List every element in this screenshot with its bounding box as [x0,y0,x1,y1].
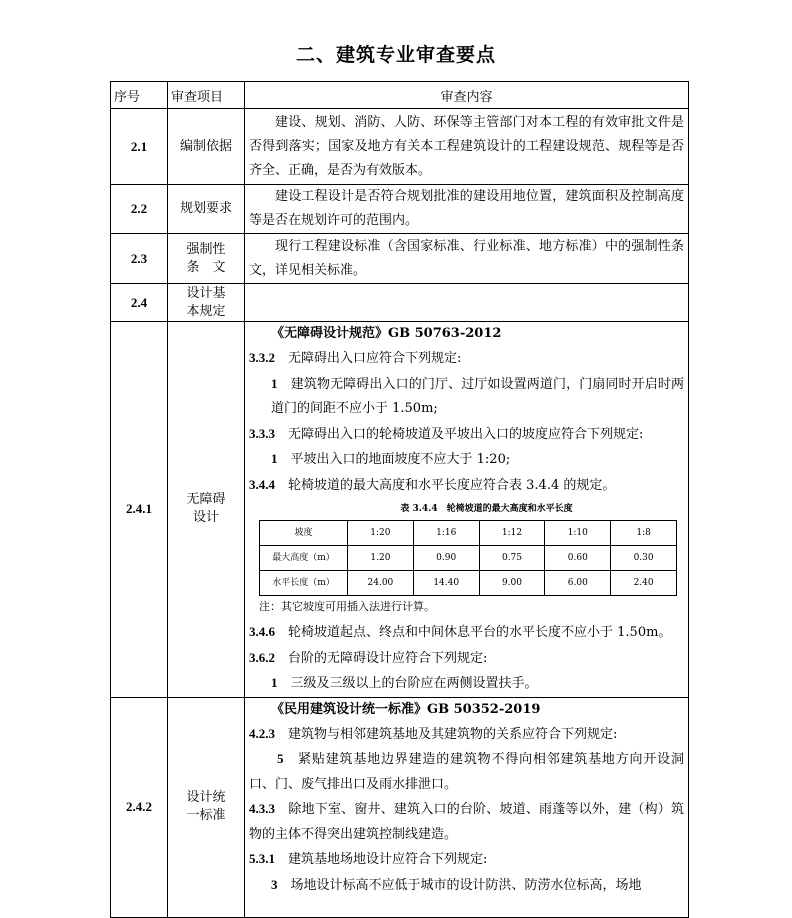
clause [249,847,684,873]
clause-number: 3.3.3 [249,425,275,441]
row-item-line: 强制性 [186,241,226,257]
table-header-row [111,82,689,109]
table-row [111,284,689,322]
clause-number: 4.2.3 [249,725,275,741]
row-content [245,322,689,698]
clause-text: 无障碍出入口应符合下列规定: [288,351,462,366]
ramp-cell: 1:10 [545,521,611,546]
clause-number: 3.4.6 [249,624,275,639]
clause-item [249,372,684,422]
clause-item [249,747,684,797]
table-row [111,234,689,284]
row-item-line: 一标准 [186,808,226,823]
row-no: 2.2 [111,185,168,234]
ramp-cell: 1.20 [348,546,414,571]
row-item: 规划要求 [168,185,245,234]
ramp-cell: 1:8 [611,521,677,546]
row-item-line: 条 文 [186,259,226,275]
clause-text: 台阶的无障碍设计应符合下列规定: [288,650,488,666]
page-title: 二、建筑专业审查要点 [295,44,496,66]
row-no: 2.4 [111,284,168,322]
clause-item-text: 场地设计标高不应低于城市的设计防洪、防涝水位标高，场地 [290,877,642,893]
ramp-cell: 2.40 [611,571,677,596]
row-content: 建设、规划、消防、人防、环保等主管部门对本工程的有效审批文件是否得到落实；国家及地方有关本工程建筑设计的工程建设规范、规程等是否齐全、正确，是否为有效版本。 [245,109,689,185]
clause [249,797,684,847]
ramp-cell: 1:16 [413,521,479,546]
clause-number: 3.6.2 [249,649,275,665]
row-item-line: 设计 [192,510,219,526]
table-row [111,322,689,698]
standard-title: 《民用建筑设计统一标准》GB 50352-2019 [271,701,541,717]
standard-title: 《无障碍设计规范》GB 50763-2012 [271,326,502,341]
row-item: 编制依据 [168,109,245,185]
clause-text: 建筑物与相邻建筑基地及其建筑物的关系应符合下列规定: [288,726,618,742]
ramp-cell: 9.00 [479,571,545,596]
row-item-line: 设计统 [186,790,226,805]
ramp-row-label: 水平长度（m） [260,571,348,596]
ramp-cell: 0.75 [479,546,545,571]
ramp-table-title: 表 3.4.4 轮椅坡道的最大高度和水平长度 [400,504,573,514]
clause-item-text: 平坡出入口的地面坡度不应大于 1:20; [290,452,511,467]
ramp-table [259,520,677,596]
clause [249,473,684,499]
clause-item-number: 1 [271,375,278,391]
header-content: 审查内容 [245,82,689,109]
clause-item [249,671,684,697]
ramp-table-block [249,498,684,620]
clause-text: 无障碍出入口的轮椅坡道及平坡出入口的坡度应符合下列规定: [288,426,644,442]
clause [249,722,684,748]
clause-item-text: 建筑物无障碍出入口的门厅、过厅如设置两道门，门扇同时开启时两道门的间距不应小于 1.50m; [271,376,684,416]
table-row [111,109,689,185]
ramp-table-row [260,546,677,571]
clause-item-number: 3 [271,876,278,892]
clause-item [249,447,684,473]
ramp-cell: 1:12 [479,521,545,546]
ramp-cell: 0.90 [413,546,479,571]
clause-text: 轮椅坡道起点、终点和中间休息平台的水平长度不应小于 1.50m。 [288,625,672,640]
ramp-table-row [260,521,677,546]
clause-item-text: 紧贴建筑基地边界建造的建筑物不得向相邻建筑基地方向开设洞口、门、废气排出口及雨水排泄口。 [249,752,684,792]
clause-item-number: 1 [271,451,278,466]
header-item: 审查项目 [168,82,245,109]
ramp-cell: 6.00 [545,571,611,596]
clause-item-number: 1 [271,675,278,690]
clause [249,422,684,448]
row-no: 2.4.1 [111,322,168,698]
ramp-cell: 24.00 [348,571,414,596]
ramp-cell: 0.30 [611,546,677,571]
clause-number: 3.3.2 [249,350,275,365]
row-content [245,284,689,322]
clause-number: 4.3.3 [249,801,275,816]
clause-item-text: 三级及三级以上的台阶应在两侧设置扶手。 [290,676,538,691]
clause-text: 建筑基地场地设计应符合下列规定: [288,852,488,867]
clause-text: 除地下室、窗井、建筑入口的台阶、坡道、雨蓬等以外，建（构）筑物的主体不得突出建筑控制线建造。 [249,802,684,842]
row-content [245,697,689,917]
clause-number: 5.3.1 [249,851,275,866]
row-item-line: 无障碍 [186,492,226,508]
clause-item-number: 5 [277,751,284,766]
clause-item [249,873,684,899]
clause [249,346,684,372]
row-no: 2.3 [111,234,168,284]
clause [249,646,684,672]
row-item [168,284,245,322]
clause-text: 轮椅坡道的最大高度和水平长度应符合表 3.4.4 的规定。 [288,477,616,493]
ramp-table-row [260,571,677,596]
clause [249,620,684,646]
row-no: 2.1 [111,109,168,185]
table-row [111,697,689,917]
ramp-row-label: 最大高度（m） [260,546,348,571]
row-item [168,234,245,284]
table-note: 注：其它坡度可用插入法进行计算。 [259,600,435,613]
row-content: 现行工程建设标准（含国家标准、行业标准、地方标准）中的强制性条文，详见相关标准。 [245,234,689,284]
header-no: 序号 [111,82,168,109]
table-row [111,185,689,234]
row-item-line: 本规定 [186,303,226,319]
row-content: 建设工程设计是否符合规划批准的建设用地位置，建筑面积及控制高度等是否在规划许可的范围内。 [245,185,689,234]
ramp-cell: 0.60 [545,546,611,571]
clause-number: 3.4.4 [249,476,275,492]
ramp-cell: 14.40 [413,571,479,596]
row-item [168,697,245,917]
row-item-line: 设计基 [186,285,226,301]
row-no: 2.4.2 [111,697,168,917]
ramp-row-label: 坡度 [260,521,348,546]
ramp-cell: 1:20 [348,521,414,546]
review-table [110,81,689,918]
row-item [168,322,245,698]
